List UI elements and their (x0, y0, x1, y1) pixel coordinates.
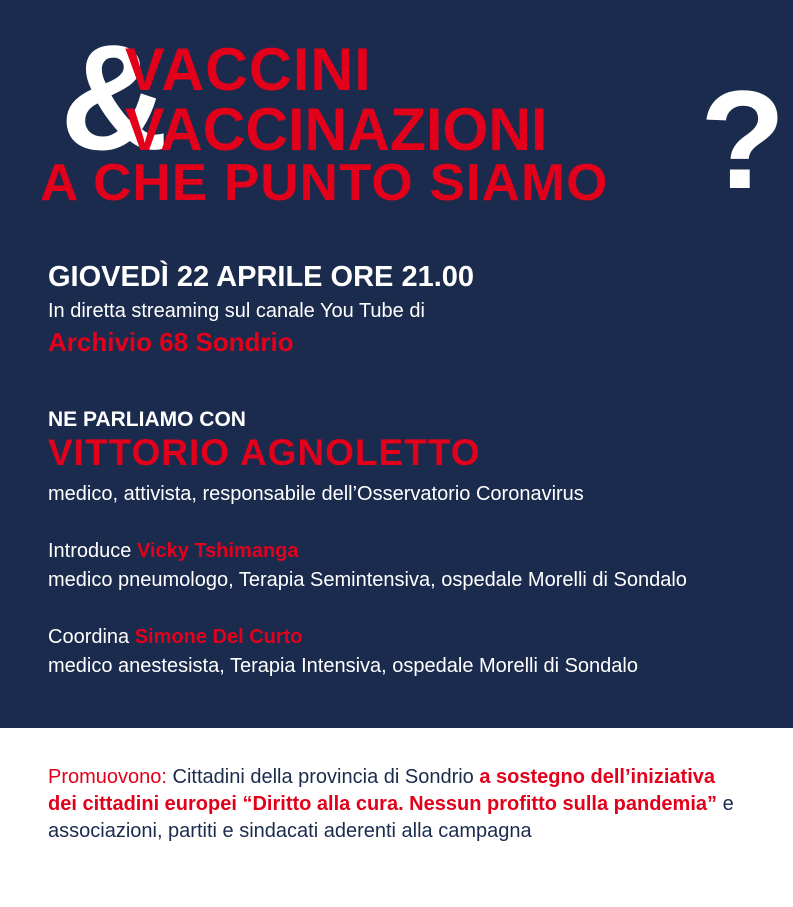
promoters-label: Promuovono: (48, 766, 167, 788)
speaker-intro: NE PARLIAMO CON (48, 408, 246, 431)
introducer-role: medico pneumologo, Terapia Semintensiva, ospedale Morelli di Sondalo (48, 569, 687, 591)
coordinator-label: Coordina (48, 626, 135, 648)
event-channel: Archivio 68 Sondrio (48, 327, 294, 357)
headline-line-3: A CHE PUNTO SIAMO (40, 154, 609, 212)
promoters-highlight: a sostegno dell’iniziativa dei cittadini europei “Diritto alla cura. Nessun profitto sulla pandemia” (48, 766, 718, 815)
headline-line-1: VACCINI (125, 36, 372, 103)
event-stream-info: In diretta streaming sul canale You Tube di (48, 300, 425, 322)
headline-ampersand: & (60, 13, 165, 181)
promoters-text-1: Cittadini della provincia di Sondrio (166, 766, 480, 788)
speaker-name: VITTORIO AGNOLETTO (48, 432, 481, 473)
introducer-label: Introduce (48, 540, 137, 562)
speaker-role: medico, attivista, responsabile dell’Osservatorio Coronavirus (48, 483, 584, 505)
headline-question-mark: ? (700, 61, 786, 218)
promoters-text-2: e associazioni, partiti e sindacati aderenti alla campagna (48, 793, 734, 842)
coordinator-role: medico anestesista, Terapia Intensiva, ospedale Morelli di Sondalo (48, 655, 638, 677)
event-date: GIOVEDÌ 22 APRILE ORE 21.00 (48, 261, 475, 293)
introducer-line (48, 540, 299, 563)
promoters-text (48, 764, 748, 845)
introducer-name: Vicky Tshimanga (136, 540, 299, 562)
coordinator-name: Simone Del Curto (134, 626, 303, 648)
headline-line-2: VACCINAZIONI (125, 96, 548, 163)
coordinator-line (48, 626, 303, 649)
